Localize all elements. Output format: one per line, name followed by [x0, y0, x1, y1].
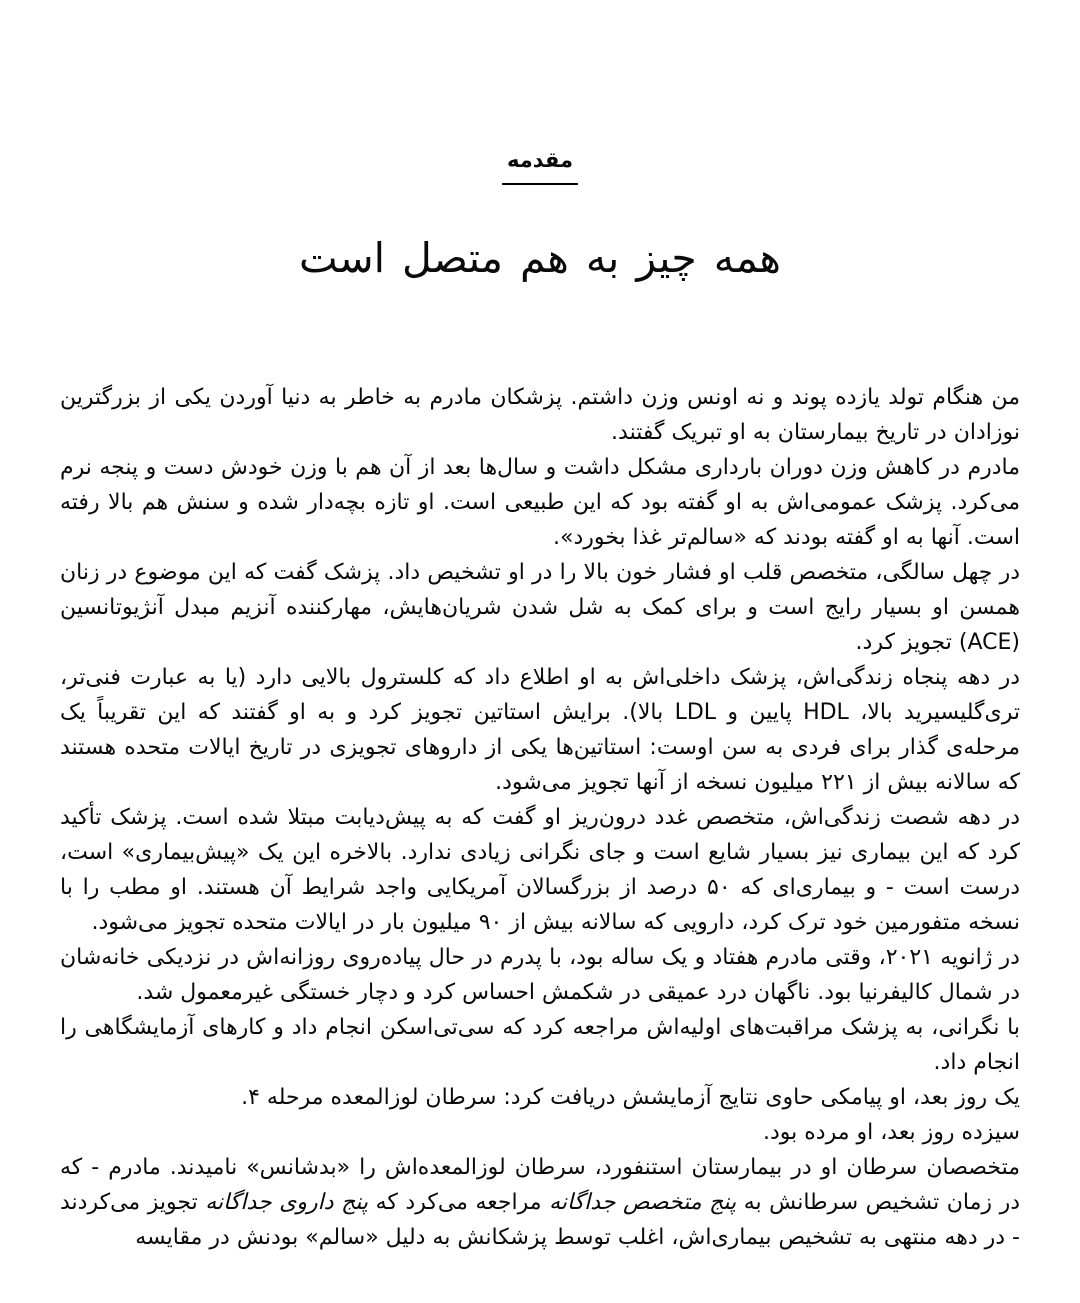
body-text [60, 380, 1020, 1255]
section-heading: مقدمه [502, 148, 578, 185]
paragraph [60, 800, 1020, 940]
paragraph [60, 555, 1020, 660]
text-run: یک روز بعد، او پیامکی حاوی نتایج آزمایشش دریافت کرد: سرطان لوزالمعده مرحله ۴. [241, 1085, 1020, 1111]
text-run: در چهل سالگی، متخصص قلب او فشار خون بالا را در او تشخیص داد. پزشک گفت که این موضوع در زنان همسن او بسیار رایج است و برای کمک به شل شدن شریان‌هایش، مهارکننده آنزیم مبدل آنژیوتانسین (ACE) تجویز کرد. [60, 560, 1020, 656]
text-run: تجویز می‌کردند - در دهه منتهی به تشخیص بیماری‌اش، اغلب توسط پزشکانش به دلیل «سالم» بودنش در مقایسه [60, 1190, 1020, 1251]
paragraph [60, 940, 1020, 1010]
text-run: متخصصان سرطان او در بیمارستان استنفورد، سرطان لوزالمعده‌اش را «بدشانس» نامیدند. مادرم - که در زمان تشخیص سرطانش به [60, 1155, 1020, 1216]
text-run: در دهه پنجاه زندگی‌اش، پزشک داخلی‌اش به او اطلاع داد که کلسترول بالایی دارد (یا به عبارت فنی‌تر، تری‌گلیسیرید بالا، HDL پایین و LDL بالا). برایش استاتین تجویز کرد و به او گفتند که این تقریباً یک مرحله‌ی گذار برای فردی به سن اوست: استاتین‌ها یکی از داروهای تجویزی در تاریخ ایالات متحده هستند که سالانه بیش از ۲۲۱ میلیون نسخه از آنها تجویز می‌شود. [60, 665, 1020, 796]
text-run: در ژانویه ۲۰۲۱، وقتی مادرم هفتاد و یک ساله بود، با پدرم در حال پیاده‌روی روزانه‌اش در نزدیکی خانه‌شان در شمال کالیفرنیا بود. ناگهان درد عمیقی در شکمش احساس کرد و دچار خستگی غیرمعمول شد. [60, 945, 1020, 1006]
paragraph [60, 380, 1020, 450]
text-run: با نگرانی، به پزشک مراقبت‌های اولیه‌اش مراجعه کرد که سی‌تی‌اسکن انجام داد و کارهای آزمایشگاهی را انجام داد. [60, 1015, 1020, 1076]
emphasized-text: پنج متخصص جداگانه [549, 1190, 737, 1216]
chapter-title: همه چیز به هم متصل است [298, 234, 782, 282]
emphasized-text: پنج داروی جداگانه [205, 1190, 369, 1216]
section-heading-wrap [60, 0, 1020, 185]
text-run: در دهه شصت زندگی‌اش، متخصص غدد درون‌ریز او گفت که به پیش‌دیابت مبتلا شده است. پزشک تأکید کرد که این بیماری نیز بسیار شایع است و جای نگرانی زیادی ندارد. بالاخره این یک «پیش‌بیماری» است، درست است - و بیماری‌ای که ۵۰ درصد از بزرگسالان آمریکایی واجد شرایط آن هستند. او مطب را با نسخه متفورمین خود ترک کرد، دارویی که سالانه بیش از ۹۰ میلیون بار در ایالات متحده تجویز می‌شود. [60, 805, 1020, 936]
paragraph [60, 660, 1020, 800]
text-run: من هنگام تولد یازده پوند و نه اونس وزن داشتم. پزشکان مادرم به خاطر به دنیا آوردن یکی از بزرگترین نوزادان در تاریخ بیمارستان به او تبریک گفتند. [60, 385, 1020, 446]
paragraph [60, 1010, 1020, 1080]
text-run: سیزده روز بعد، او مرده بود. [762, 1120, 1020, 1146]
paragraph [60, 1150, 1020, 1255]
paragraph [60, 1080, 1020, 1115]
paragraph [60, 450, 1020, 555]
text-run: مادرم در کاهش وزن دوران بارداری مشکل داشت و سال‌ها بعد از آن هم با وزن خودش دست و پنجه نرم می‌کرد. پزشک عمومی‌اش به او گفته بود که این طبیعی است. او تازه بچه‌دار شده و سنش هم بالا رفته است. آنها به او گفته بودند که «سالم‌تر غذا بخورد». [60, 455, 1020, 551]
paragraph [60, 1115, 1020, 1150]
text-run: مراجعه می‌کرد که [368, 1190, 550, 1216]
